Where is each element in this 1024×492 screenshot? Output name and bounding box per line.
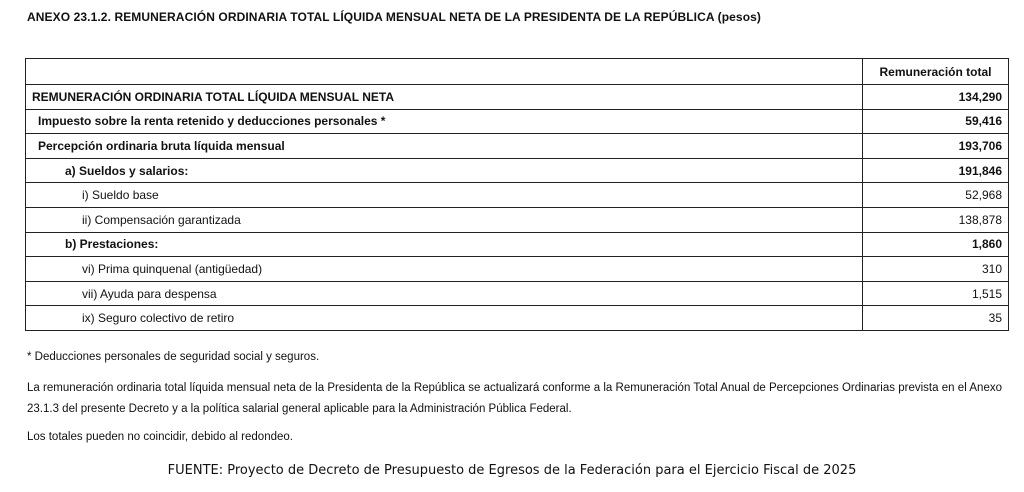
table-row <box>26 134 1009 159</box>
row-label: vi) Prima quinquenal (antigüedad) <box>26 257 863 282</box>
footnote: * Deducciones personales de seguridad social y seguros. <box>27 351 320 363</box>
column-header-remuneracion-total: Remuneración total <box>863 59 1009 85</box>
explanatory-paragraph: La remuneración ordinaria total líquida mensual neta de la Presidenta de la República se actualizará conforme a la Remuneración Total Anual de Percepciones Ordinarias prevista en el Anexo 23.1.3 del presente Decreto y a la política salarial general aplicable para la Administración Pública Federal. <box>27 382 1002 415</box>
row-label: ix) Seguro colectivo de retiro <box>26 306 863 331</box>
table-row <box>26 281 1009 306</box>
table-row <box>26 109 1009 134</box>
rounding-note: Los totales pueden no coincidir, debido al redondeo. <box>27 431 293 443</box>
header-empty-cell <box>26 59 863 85</box>
row-value: 52,968 <box>863 183 1009 208</box>
remuneration-table <box>25 58 1009 331</box>
row-label: REMUNERACIÓN ORDINARIA TOTAL LÍQUIDA MENSUAL NETA <box>26 85 863 110</box>
table-row <box>26 85 1009 110</box>
source-caption: FUENTE: Proyecto de Decreto de Presupuesto de Egresos de la Federación para el Ejercicio Fiscal de 2025 <box>167 463 857 478</box>
row-label: Impuesto sobre la renta retenido y deducciones personales * <box>26 109 863 134</box>
row-value: 35 <box>863 306 1009 331</box>
row-label: i) Sueldo base <box>26 183 863 208</box>
row-value: 59,416 <box>863 109 1009 134</box>
table-row <box>26 207 1009 232</box>
row-value: 138,878 <box>863 207 1009 232</box>
table-row <box>26 232 1009 257</box>
row-label: vii) Ayuda para despensa <box>26 281 863 306</box>
row-value: 191,846 <box>863 158 1009 183</box>
row-value: 1,515 <box>863 281 1009 306</box>
row-value: 310 <box>863 257 1009 282</box>
row-label: b) Prestaciones: <box>26 232 863 257</box>
document-title: ANEXO 23.1.2. REMUNERACIÓN ORDINARIA TOTAL LÍQUIDA MENSUAL NETA DE LA PRESIDENTA DE LA REPÚBLICA (pesos) <box>27 10 762 24</box>
row-value: 1,860 <box>863 232 1009 257</box>
row-label: a) Sueldos y salarios: <box>26 158 863 183</box>
table-row <box>26 257 1009 282</box>
row-value: 193,706 <box>863 134 1009 159</box>
row-label: ii) Compensación garantizada <box>26 207 863 232</box>
table-row <box>26 183 1009 208</box>
row-label: Percepción ordinaria bruta líquida mensual <box>26 134 863 159</box>
table-header-row <box>26 59 1009 85</box>
row-value: 134,290 <box>863 85 1009 110</box>
table-row <box>26 306 1009 331</box>
table-row <box>26 158 1009 183</box>
